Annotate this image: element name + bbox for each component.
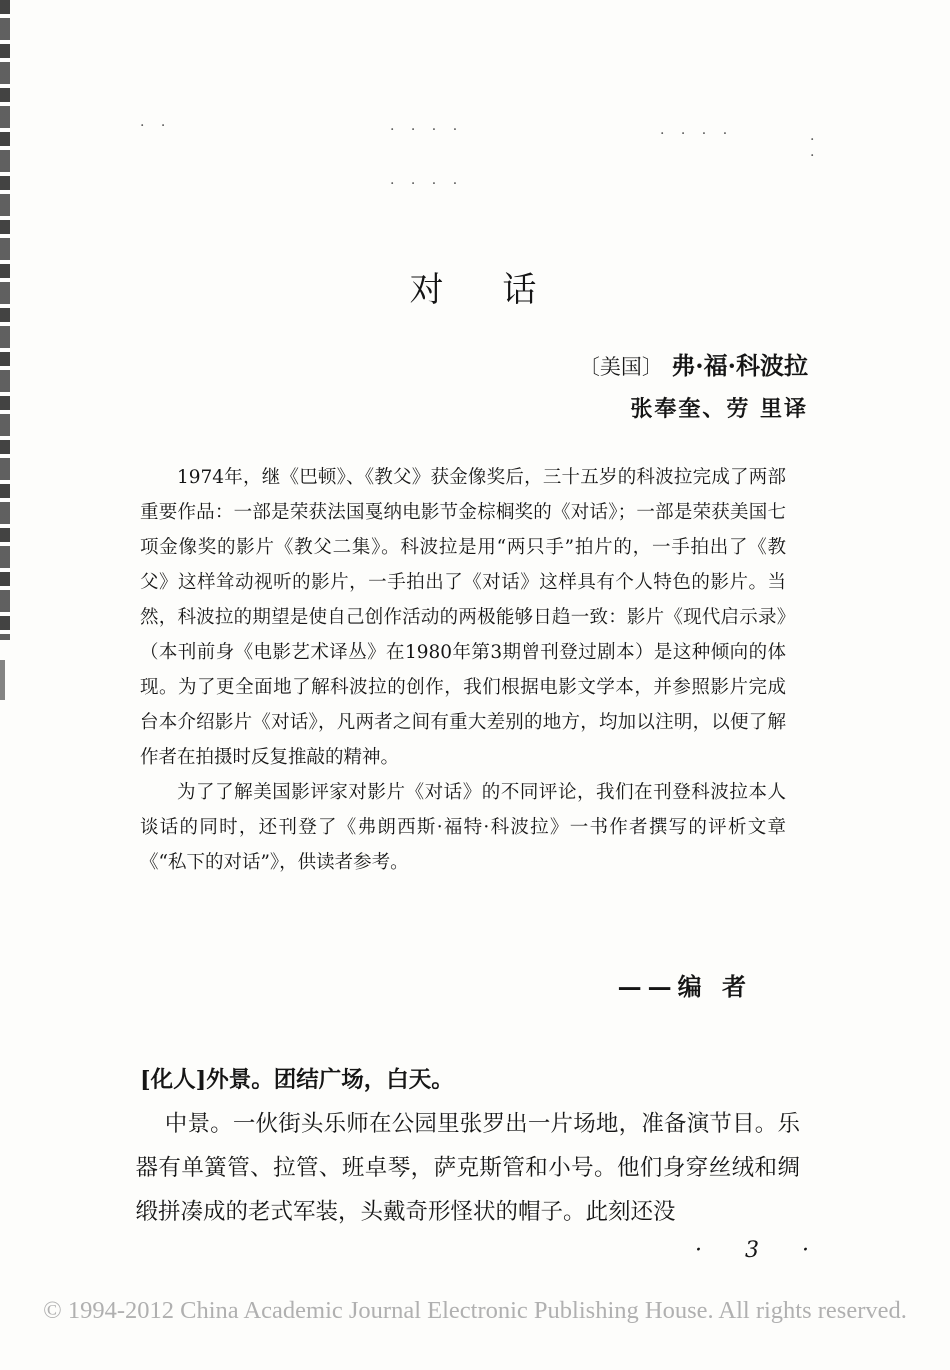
scene-heading: [化人]外景。团结广场，白天。 [140, 1067, 454, 1093]
article-title: 对 话 [409, 270, 561, 310]
binding-edge-shadow [0, 0, 10, 640]
scan-noise: · · · · · · · · · · · · · · · · [140, 118, 821, 192]
author-name: 弗·福·科波拉 [671, 351, 808, 380]
page-number: · 3 · [695, 1238, 827, 1263]
author-line [579, 346, 808, 381]
preface-paragraph: 1974年，继《巴顿》、《教父》获金像奖后，三十五岁的科波拉完成了两部重要作品：一部是荣获法国戛纳电影节金棕榈奖的《对话》；一部是荣获美国七项金像奖的影片《教父二集》。科波拉是用“两只手”拍片的，一手拍出了《教父》这样耸动视听的影片，一手拍出了《对话》这样具有个人特色的影片。当然，科波拉的期望是使自己创作活动的两极能够日趋一致：影片《现代启示录》（本刊前身《电影艺术译丛》在1980年第3期曾刊登过剧本）是这种倾向的体现。为了更全面地了解科波拉的创作，我们根据电影文学本，并参照影片完成台本介绍影片《对话》，凡两者之间有重大差别的地方，均加以注明，以便了解作者在拍摄时反复推敲的精神。 [140, 467, 786, 768]
preface-paragraph: 为了了解美国影评家对影片《对话》的不同评论，我们在刊登科波拉本人谈话的同时，还刊登了《弗朗西斯·福特·科波拉》一书作者撰写的评析文章《“私下的对话”》，供读者参考。 [140, 782, 786, 873]
screenplay-text [135, 1058, 800, 1234]
translator-line: 张奉奎、劳 里译 [630, 396, 808, 422]
editor-preface [140, 460, 786, 880]
scene-description: 中景。一伙街头乐师在公园里张罗出一片场地，准备演节目。乐器有单簧管、拉管、班卓琴，萨克斯管和小号。他们身穿丝绒和绸缎拼凑成的老式军装，头戴奇形怪状的帽子。此刻还没 [135, 1111, 800, 1225]
editor-signoff: ——编 者 [617, 972, 752, 1001]
author-country: 〔美国〕 [578, 355, 663, 379]
binding-edge-mark [0, 660, 5, 700]
copyright-watermark: © 1994-2012 China Academic Journal Electronic Publishing House. All rights reserved. [43, 1297, 907, 1324]
